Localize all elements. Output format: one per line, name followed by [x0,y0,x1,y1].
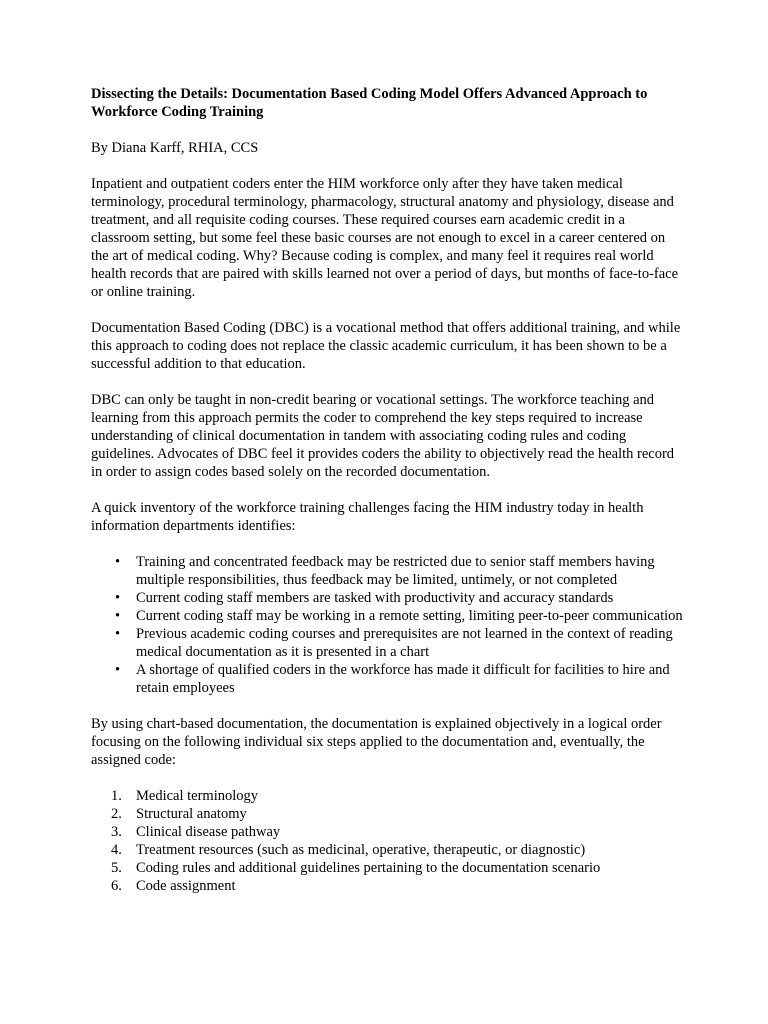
step-text: Structural anatomy [136,806,247,822]
list-item-text: Previous academic coding courses and prerequisites are not learned in the context of reading medical documentation as it is presented in a chart [136,626,673,660]
paragraph-closing: By using chart-based documentation, the documentation is explained objectively in a logical order focusing on the following individual six steps applied to the documentation and, eventually, the assigned code: [91,716,662,768]
list-item [91,841,686,859]
list-item [91,589,686,607]
step-text: Clinical disease pathway [136,824,281,840]
list-item-text: Current coding staff may be working in a remote setting, limiting peer-to-peer communication [136,608,683,624]
list-item [91,859,686,877]
step-text: Medical terminology [136,788,259,804]
paragraph-dbc-settings: DBC can only be taught in non-credit bearing or vocational settings. The workforce teaching and learning from this approach permits the coder to comprehend the key steps required to increase understanding of clinical documentation in tandem with associating coding rules and coding guidelines. Advocates of DBC feel it provides coders the ability to objectively read the health record in order to assign codes based solely on the recorded documentation. [91,392,675,480]
list-item [91,805,686,823]
step-text: Coding rules and additional guidelines pertaining to the documentation scenario [136,860,601,876]
step-text: Code assignment [136,878,236,894]
steps-list [91,787,686,895]
step-number: 6. [111,878,122,894]
step-number: 2. [111,806,122,822]
step-number: 3. [111,824,122,840]
bullet-icon: • [115,662,121,678]
paragraph-inventory: A quick inventory of the workforce training challenges facing the HIM industry today in health information departments identifies: [91,500,644,534]
step-number: 4. [111,842,122,858]
list-item [91,787,686,805]
list-item-text: Current coding staff members are tasked with productivity and accuracy standards [136,590,614,606]
list-item-text: Training and concentrated feedback may be restricted due to senior staff members having multiple responsibilities, thus feedback may be limited, untimely, or not completed [136,554,655,588]
bullet-icon: • [115,554,121,570]
bullet-icon: • [115,590,121,606]
challenges-list [91,553,686,697]
list-item [91,823,686,841]
paragraph-dbc-definition: Documentation Based Coding (DBC) is a vocational method that offers additional training, and while this approach to coding does not replace the classic academic curriculum, it has been shown to be a successful addition to that education. [91,320,681,372]
list-item [91,661,686,697]
byline: By Diana Karff, RHIA, CCS [91,140,259,156]
step-number: 1. [111,788,122,804]
list-item-text: A shortage of qualified coders in the workforce has made it difficult for facilities to hire and retain employees [136,662,670,696]
step-number: 5. [111,860,122,876]
bullet-icon: • [115,608,121,624]
paragraph-intro: Inpatient and outpatient coders enter the HIM workforce only after they have taken medical terminology, procedural terminology, pharmacology, structural anatomy and physiology, disease and treatment, and all requisite coding courses. These required courses earn academic credit in a classroom setting, but some feel these basic courses are not enough to excel in a career centered on the art of medical coding. Why? Because coding is complex, and many feel it requires real world health records that are paired with skills learned not over a period of days, but months of face-to-face or online training. [91,176,679,300]
list-item [91,553,686,589]
document-page [91,85,686,895]
list-item [91,607,686,625]
step-text: Treatment resources (such as medicinal, operative, therapeutic, or diagnostic) [136,842,586,858]
bullet-icon: • [115,626,121,642]
article-title: Dissecting the Details: Documentation Based Coding Model Offers Advanced Approach to Workforce Coding Training [91,86,648,120]
list-item [91,877,686,895]
list-item [91,625,686,661]
